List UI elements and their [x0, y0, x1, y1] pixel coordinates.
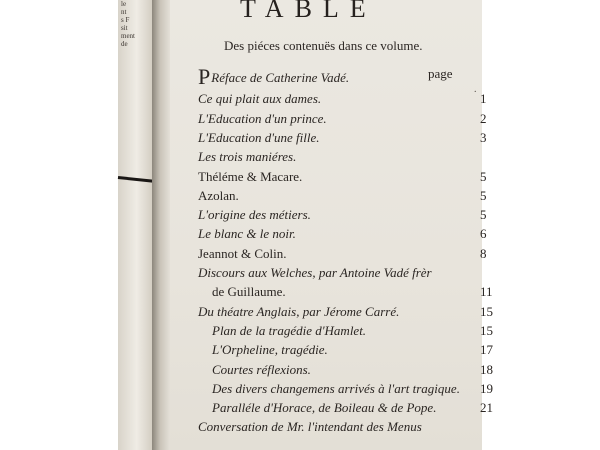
- left-page-edge: [118, 0, 152, 450]
- toc-entry: [198, 246, 512, 266]
- toc-entry-title: [212, 400, 436, 416]
- toc-entry-title: [198, 207, 311, 223]
- toc-entry-page: 19: [480, 380, 493, 396]
- toc-entry: [198, 111, 512, 131]
- toc-entry-title: [198, 91, 321, 107]
- toc-entry: [198, 419, 512, 439]
- toc-entry-title-text: Réface de Catherine Vadé.: [211, 70, 350, 85]
- toc-entry-page: 8: [480, 245, 487, 261]
- toc-entry-title: [198, 246, 286, 262]
- toc-entry-title-text: Courtes réflexions.: [212, 361, 311, 377]
- toc-entry-page: 5: [480, 168, 487, 184]
- toc-entry-page: 5: [480, 207, 487, 223]
- scrap-line: le: [121, 0, 127, 8]
- book-photo: [118, 0, 493, 450]
- toc-entry-title: [212, 284, 286, 300]
- page-subtitle: Des piéces contenuës dans ce volume.: [224, 38, 423, 53]
- toc-entry-title: [198, 111, 327, 127]
- toc-entries: [170, 0, 493, 450]
- toc-entry-title-text: L'Education d'une fille.: [198, 129, 320, 145]
- toc-entry: [198, 169, 512, 189]
- toc-entry-title-text: L'origine des métiers.: [198, 207, 311, 223]
- toc-entry-page: 17: [480, 342, 493, 358]
- toc-entry: [198, 226, 512, 246]
- toc-entry-title: [198, 304, 399, 320]
- toc-entry-page: 5: [480, 187, 487, 203]
- toc-entry-title-text: Théléme & Macare.: [198, 168, 303, 184]
- toc-entry-title: [198, 226, 296, 242]
- gutter-shadow: [152, 0, 170, 450]
- toc-entry-title-text: Jeannot & Colin.: [198, 245, 287, 261]
- toc-entry-page: 3: [480, 129, 487, 145]
- toc-entry: [198, 91, 512, 111]
- toc-entry-page: 18: [480, 361, 493, 377]
- toc-entry: [198, 362, 512, 382]
- toc-entry-title-text: Le blanc & le noir.: [198, 226, 296, 242]
- scrap-line: nt: [121, 8, 127, 16]
- toc-entry: [198, 342, 512, 362]
- toc-entry-title: [212, 342, 328, 358]
- toc-entry: [198, 304, 512, 324]
- toc-entry-page: 1: [480, 91, 487, 107]
- toc-entry-title: [198, 188, 239, 204]
- toc-entry: [198, 130, 512, 150]
- page-heading: TABLE: [240, 0, 377, 23]
- toc-entry-page: 6: [480, 226, 487, 242]
- toc-entry-title-text: Ce qui plait aux dames.: [198, 91, 322, 107]
- toc-entry-title-text: de Guillaume.: [212, 284, 286, 300]
- scrap-line: ment: [121, 32, 135, 40]
- toc-entry: [198, 323, 512, 343]
- toc-entry-title: [198, 265, 432, 281]
- toc-entry-page: 15: [480, 303, 493, 319]
- toc-entry-title: [198, 66, 349, 88]
- page-column-header-mark: .: [474, 84, 477, 95]
- toc-entry: [198, 64, 512, 89]
- toc-entry-title: [212, 323, 366, 339]
- toc-entry-title: [198, 169, 302, 185]
- toc-entry-title: [198, 130, 319, 146]
- toc-entry-title-text: L'Orpheline, tragédie.: [212, 342, 328, 358]
- toc-entry-page: 15: [480, 322, 493, 338]
- toc-entry: [198, 149, 512, 169]
- toc-entry-title-text: Du théatre Anglais, par Jérome Carré.: [198, 303, 400, 319]
- toc-entry: [198, 207, 512, 227]
- toc-entry-page: 2: [480, 110, 487, 126]
- scrap-line: de: [121, 40, 128, 48]
- toc-entry-title-text: L'Education d'un prince.: [198, 110, 327, 126]
- left-page-scrap-text: [121, 0, 147, 60]
- toc-entry-title-text: Plan de la tragédie d'Hamlet.: [212, 322, 367, 338]
- scrap-line: sit: [121, 24, 128, 32]
- toc-entry-title-text: Conversation de Mr. l'intendant des Menus: [198, 419, 422, 435]
- toc-entry-title-text: Azolan.: [198, 187, 239, 203]
- toc-entry-title: [212, 381, 460, 397]
- toc-entry: [198, 188, 512, 208]
- toc-entry-title-text: Paralléle d'Horace, de Boileau & de Pope.: [212, 400, 437, 416]
- table-of-contents-page: [170, 0, 493, 450]
- toc-entry-dropcap: P: [198, 64, 211, 89]
- toc-entry-page: 21: [480, 400, 493, 416]
- toc-entry-title-text: Discours aux Welches, par Antoine Vadé frèr: [198, 265, 432, 280]
- toc-entry-title-text: Les trois maniéres.: [198, 149, 297, 165]
- toc-entry-title-text: Des divers changemens arrivés à l'art tragique.: [212, 380, 460, 396]
- page-column-header: page: [428, 66, 453, 81]
- toc-entry: [198, 265, 512, 285]
- toc-entry: [198, 381, 512, 401]
- toc-entry-title: [212, 362, 311, 378]
- toc-entry: [198, 284, 512, 304]
- toc-entry-page: 11: [480, 284, 493, 300]
- scrap-line: s F: [121, 16, 130, 24]
- toc-entry: [198, 400, 512, 420]
- toc-entry-title: [198, 419, 422, 435]
- toc-entry-title: [198, 149, 296, 165]
